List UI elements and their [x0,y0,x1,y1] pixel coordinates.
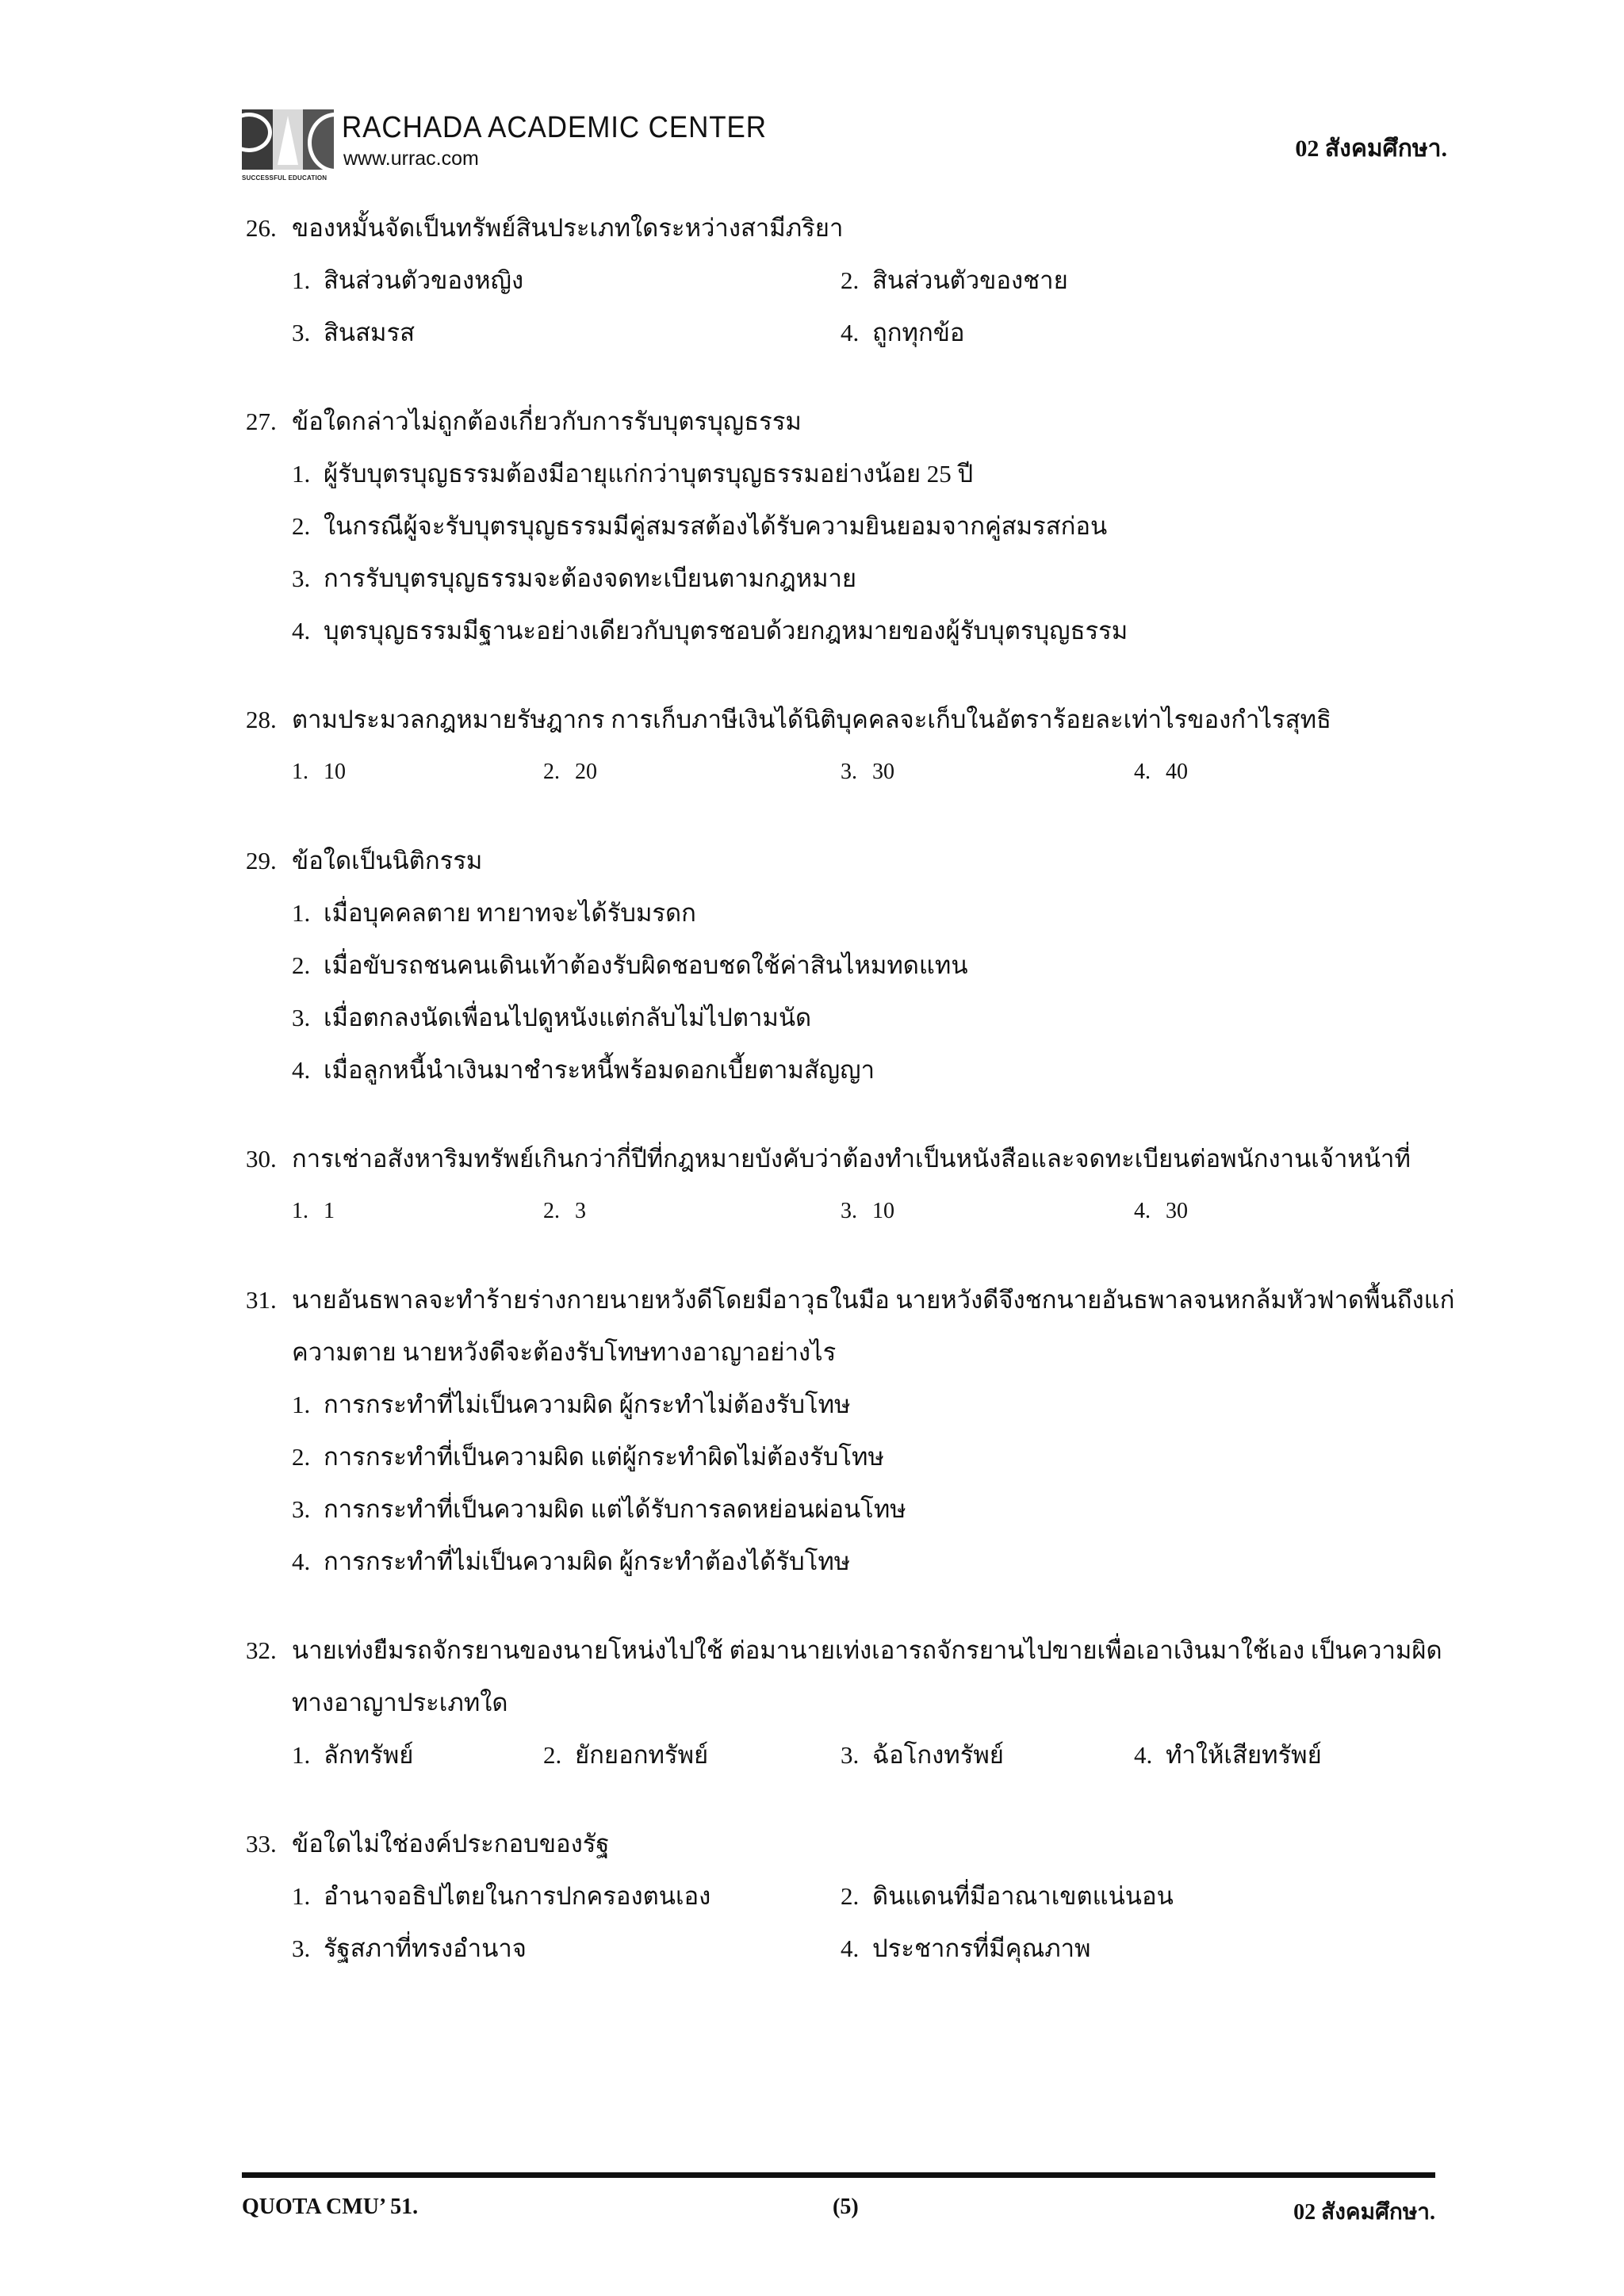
option-text: สินสมรส [324,319,416,346]
option-number: 3. [841,760,857,784]
question-text: ของหมั้นจัดเป็นทรัพย์สินประเภทใดระหว่างสามีภริยา [292,214,844,242]
option-number: 3. [841,1199,857,1223]
option-2[interactable] [543,1185,841,1238]
option-number: 4. [1134,760,1151,784]
option-number: 2. [292,951,311,979]
option-text: 40 [1166,760,1188,784]
question-text: ข้อใดเป็นนิติกรรม [292,847,483,874]
option-1[interactable] [292,1185,543,1238]
option-number: 3. [292,564,311,592]
logo-letter-r [242,109,273,170]
question-26 [246,202,1451,359]
option-3[interactable] [841,1185,1134,1238]
option-list [246,746,1451,798]
option-text: 10 [324,760,346,784]
option-number: 2. [543,760,560,784]
option-number: 4. [292,1548,311,1575]
option-4[interactable] [1134,1185,1372,1238]
option-list [246,1379,1451,1588]
option-2[interactable] [292,500,1451,553]
option-3[interactable] [841,1729,1134,1781]
option-text: เมื่อตกลงนัดเพื่อนไปดูหนังแต่กลับไม่ไปตามนัด [324,1004,812,1031]
option-text: สินส่วนตัวของชาย [872,266,1068,294]
option-list [246,448,1451,657]
brand-name: RACHADA ACADEMIC CENTER [342,111,767,144]
option-2[interactable] [292,1431,1451,1483]
option-text: 3 [575,1199,586,1223]
option-number: 2. [841,266,860,294]
option-4[interactable] [1134,746,1372,798]
option-number: 3. [292,319,311,346]
option-3[interactable] [292,307,841,359]
option-2[interactable] [543,746,841,798]
question-28 [246,694,1451,798]
option-2[interactable] [292,939,1451,992]
question-text: นายอันธพาลจะทำร้ายร่างกายนายหวังดีโดยมีอาวุธในมือ นายหวังดีจึงชกนายอันธพาลจนหกล้มหัวฟาดพื้นถึงแก่ [292,1286,1455,1314]
question-number: 30. [246,1145,277,1173]
option-text: ยักยอกทรัพย์ [575,1741,709,1769]
option-4[interactable] [1134,1729,1372,1781]
option-2[interactable] [543,1729,841,1781]
question-number: 29. [246,847,277,874]
option-text: การรับบุตรบุญธรรมจะต้องจดทะเบียนตามกฎหมาย [324,564,857,592]
option-list [246,1870,1451,1975]
option-number: 4. [841,319,860,346]
option-number: 1. [292,1199,308,1223]
option-number: 4. [1134,1741,1153,1769]
option-number: 3. [841,1741,860,1769]
option-4[interactable] [292,605,1451,657]
question-number: 33. [246,1830,277,1858]
option-3[interactable] [292,1923,841,1975]
question-text: การเช่าอสังหาริมทรัพย์เกินกว่ากี่ปีที่กฎหมายบังคับว่าต้องทำเป็นหนังสือและจดทะเบียนต่อพนักงานเจ้าหน้าที่ [292,1145,1411,1173]
option-4[interactable] [841,307,1396,359]
option-text: สินส่วนตัวของหญิง [324,266,524,294]
question-number: 32. [246,1636,277,1664]
question-31 [246,1274,1455,1588]
question-number: 28. [246,706,277,733]
option-number: 2. [292,1443,311,1471]
option-number: 2. [841,1882,860,1910]
option-number: 4. [292,1056,311,1084]
option-text: ถูกทุกข้อ [872,319,965,346]
option-number: 1. [292,266,311,294]
logo-tagline: SUCCESSFUL EDUCATION [242,174,327,182]
subject-label-footer: 02 สังคมศึกษา. [1293,2200,1435,2225]
option-text: ในกรณีผู้จะรับบุตรบุญธรรมมีคู่สมรสต้องได้รับความยินยอมจากคู่สมรสก่อน [324,512,1108,540]
option-number: 1. [292,1391,311,1418]
option-3[interactable] [841,746,1134,798]
option-text: 1 [324,1199,335,1223]
logo-letter-c [303,109,334,170]
question-text-continued: ทางอาญาประเภทใด [292,1689,508,1716]
page-header [242,109,1447,197]
logo-letter-a [273,109,304,170]
option-3[interactable] [292,992,1451,1044]
exam-name: QUOTA CMU’ 51. [242,2195,419,2219]
footer-divider [242,2172,1435,2178]
option-number: 3. [292,1004,311,1031]
option-1[interactable] [292,746,543,798]
option-1[interactable] [292,448,1451,500]
option-text: ทำให้เสียทรัพย์ [1166,1741,1322,1769]
option-text: อำนาจอธิปไตยในการปกครองตนเอง [324,1882,711,1910]
option-text: ประชากรที่มีคุณภาพ [872,1934,1091,1962]
option-text: เมื่อขับรถชนคนเดินเท้าต้องรับผิดชอบชดใช้ค่าสินไหมทดแทน [324,951,968,979]
option-1[interactable] [292,1870,841,1923]
option-list [246,254,1451,359]
question-27 [246,396,1451,657]
option-number: 1. [292,460,311,488]
option-4[interactable] [841,1923,1396,1975]
exam-questions [246,202,1455,2011]
option-3[interactable] [292,553,1451,605]
option-text: ดินแดนที่มีอาณาเขตแน่นอน [872,1882,1174,1910]
question-number: 26. [246,214,277,242]
option-list [246,1185,1451,1238]
question-29 [246,835,1451,1096]
subject-label: 02 สังคมศึกษา. [1295,136,1447,162]
option-4[interactable] [292,1044,1451,1096]
option-text: การกระทำที่ไม่เป็นความผิด ผู้กระทำไม่ต้องรับโทษ [324,1391,851,1418]
question-32 [246,1624,1451,1781]
option-text: รัฐสภาที่ทรงอำนาจ [324,1934,527,1962]
question-text: ตามประมวลกฎหมายรัษฎากร การเก็บภาษีเงินได้นิติบุคคลจะเก็บในอัตราร้อยละเท่าไรของกำไรสุทธิ [292,706,1331,733]
option-3[interactable] [292,1483,1451,1536]
question-text-continued: ความตาย นายหวังดีจะต้องรับโทษทางอาญาอย่างไร [292,1338,837,1366]
option-number: 4. [841,1934,860,1962]
option-number: 1. [292,1741,311,1769]
page-footer [242,2195,1435,2234]
option-text: 20 [575,760,597,784]
option-2[interactable] [841,1870,1396,1923]
option-text: ลักทรัพย์ [324,1741,414,1769]
option-1[interactable] [292,887,1451,939]
page-number: (5) [833,2195,859,2219]
option-text: 30 [1166,1199,1188,1223]
option-number: 2. [543,1741,562,1769]
question-30 [246,1133,1451,1238]
option-1[interactable] [292,1729,543,1781]
option-text: ฉ้อโกงทรัพย์ [872,1741,1004,1769]
option-number: 3. [292,1934,311,1962]
option-list [246,1729,1451,1781]
brand-url: www.urrac.com [343,147,479,170]
option-4[interactable] [292,1536,1451,1588]
option-number: 2. [543,1199,560,1223]
option-text: เมื่อลูกหนี้นำเงินมาชำระหนี้พร้อมดอกเบี้ยตามสัญญา [324,1056,875,1084]
option-number: 2. [292,512,311,540]
option-number: 1. [292,899,311,927]
rac-logo-icon [242,109,334,170]
option-number: 4. [292,617,311,645]
question-text: ข้อใดกล่าวไม่ถูกต้องเกี่ยวกับการรับบุตรบุญธรรม [292,408,802,435]
question-33 [246,1818,1451,1975]
option-text: การกระทำที่เป็นความผิด แต่ได้รับการลดหย่อนผ่อนโทษ [324,1495,906,1523]
option-2[interactable] [841,254,1396,307]
question-text: ข้อใดไม่ใช่องค์ประกอบของรัฐ [292,1830,610,1858]
question-number: 31. [246,1286,277,1314]
option-number: 1. [292,1882,311,1910]
option-1[interactable] [292,254,841,307]
option-text: การกระทำที่ไม่เป็นความผิด ผู้กระทำต้องได้รับโทษ [324,1548,851,1575]
option-text: 30 [872,760,894,784]
option-text: 10 [872,1199,894,1223]
option-text: เมื่อบุคคลตาย ทายาทจะได้รับมรดก [324,899,696,927]
option-text: ผู้รับบุตรบุญธรรมต้องมีอายุแก่กว่าบุตรบุญธรรมอย่างน้อย 25 ปี [324,460,974,488]
option-text: การกระทำที่เป็นความผิด แต่ผู้กระทำผิดไม่ต้องรับโทษ [324,1443,884,1471]
option-number: 3. [292,1495,311,1523]
option-number: 1. [292,760,308,784]
option-number: 4. [1134,1199,1151,1223]
option-text: บุตรบุญธรรมมีฐานะอย่างเดียวกับบุตรชอบด้วยกฎหมายของผู้รับบุตรบุญธรรม [324,617,1128,645]
question-text: นายเท่งยืมรถจักรยานของนายโหน่งไปใช้ ต่อมานายเท่งเอารถจักรยานไปขายเพื่อเอาเงินมาใช้เอง เป็นความผิด [292,1636,1442,1664]
question-number: 27. [246,408,277,435]
option-1[interactable] [292,1379,1451,1431]
option-list [246,887,1451,1096]
